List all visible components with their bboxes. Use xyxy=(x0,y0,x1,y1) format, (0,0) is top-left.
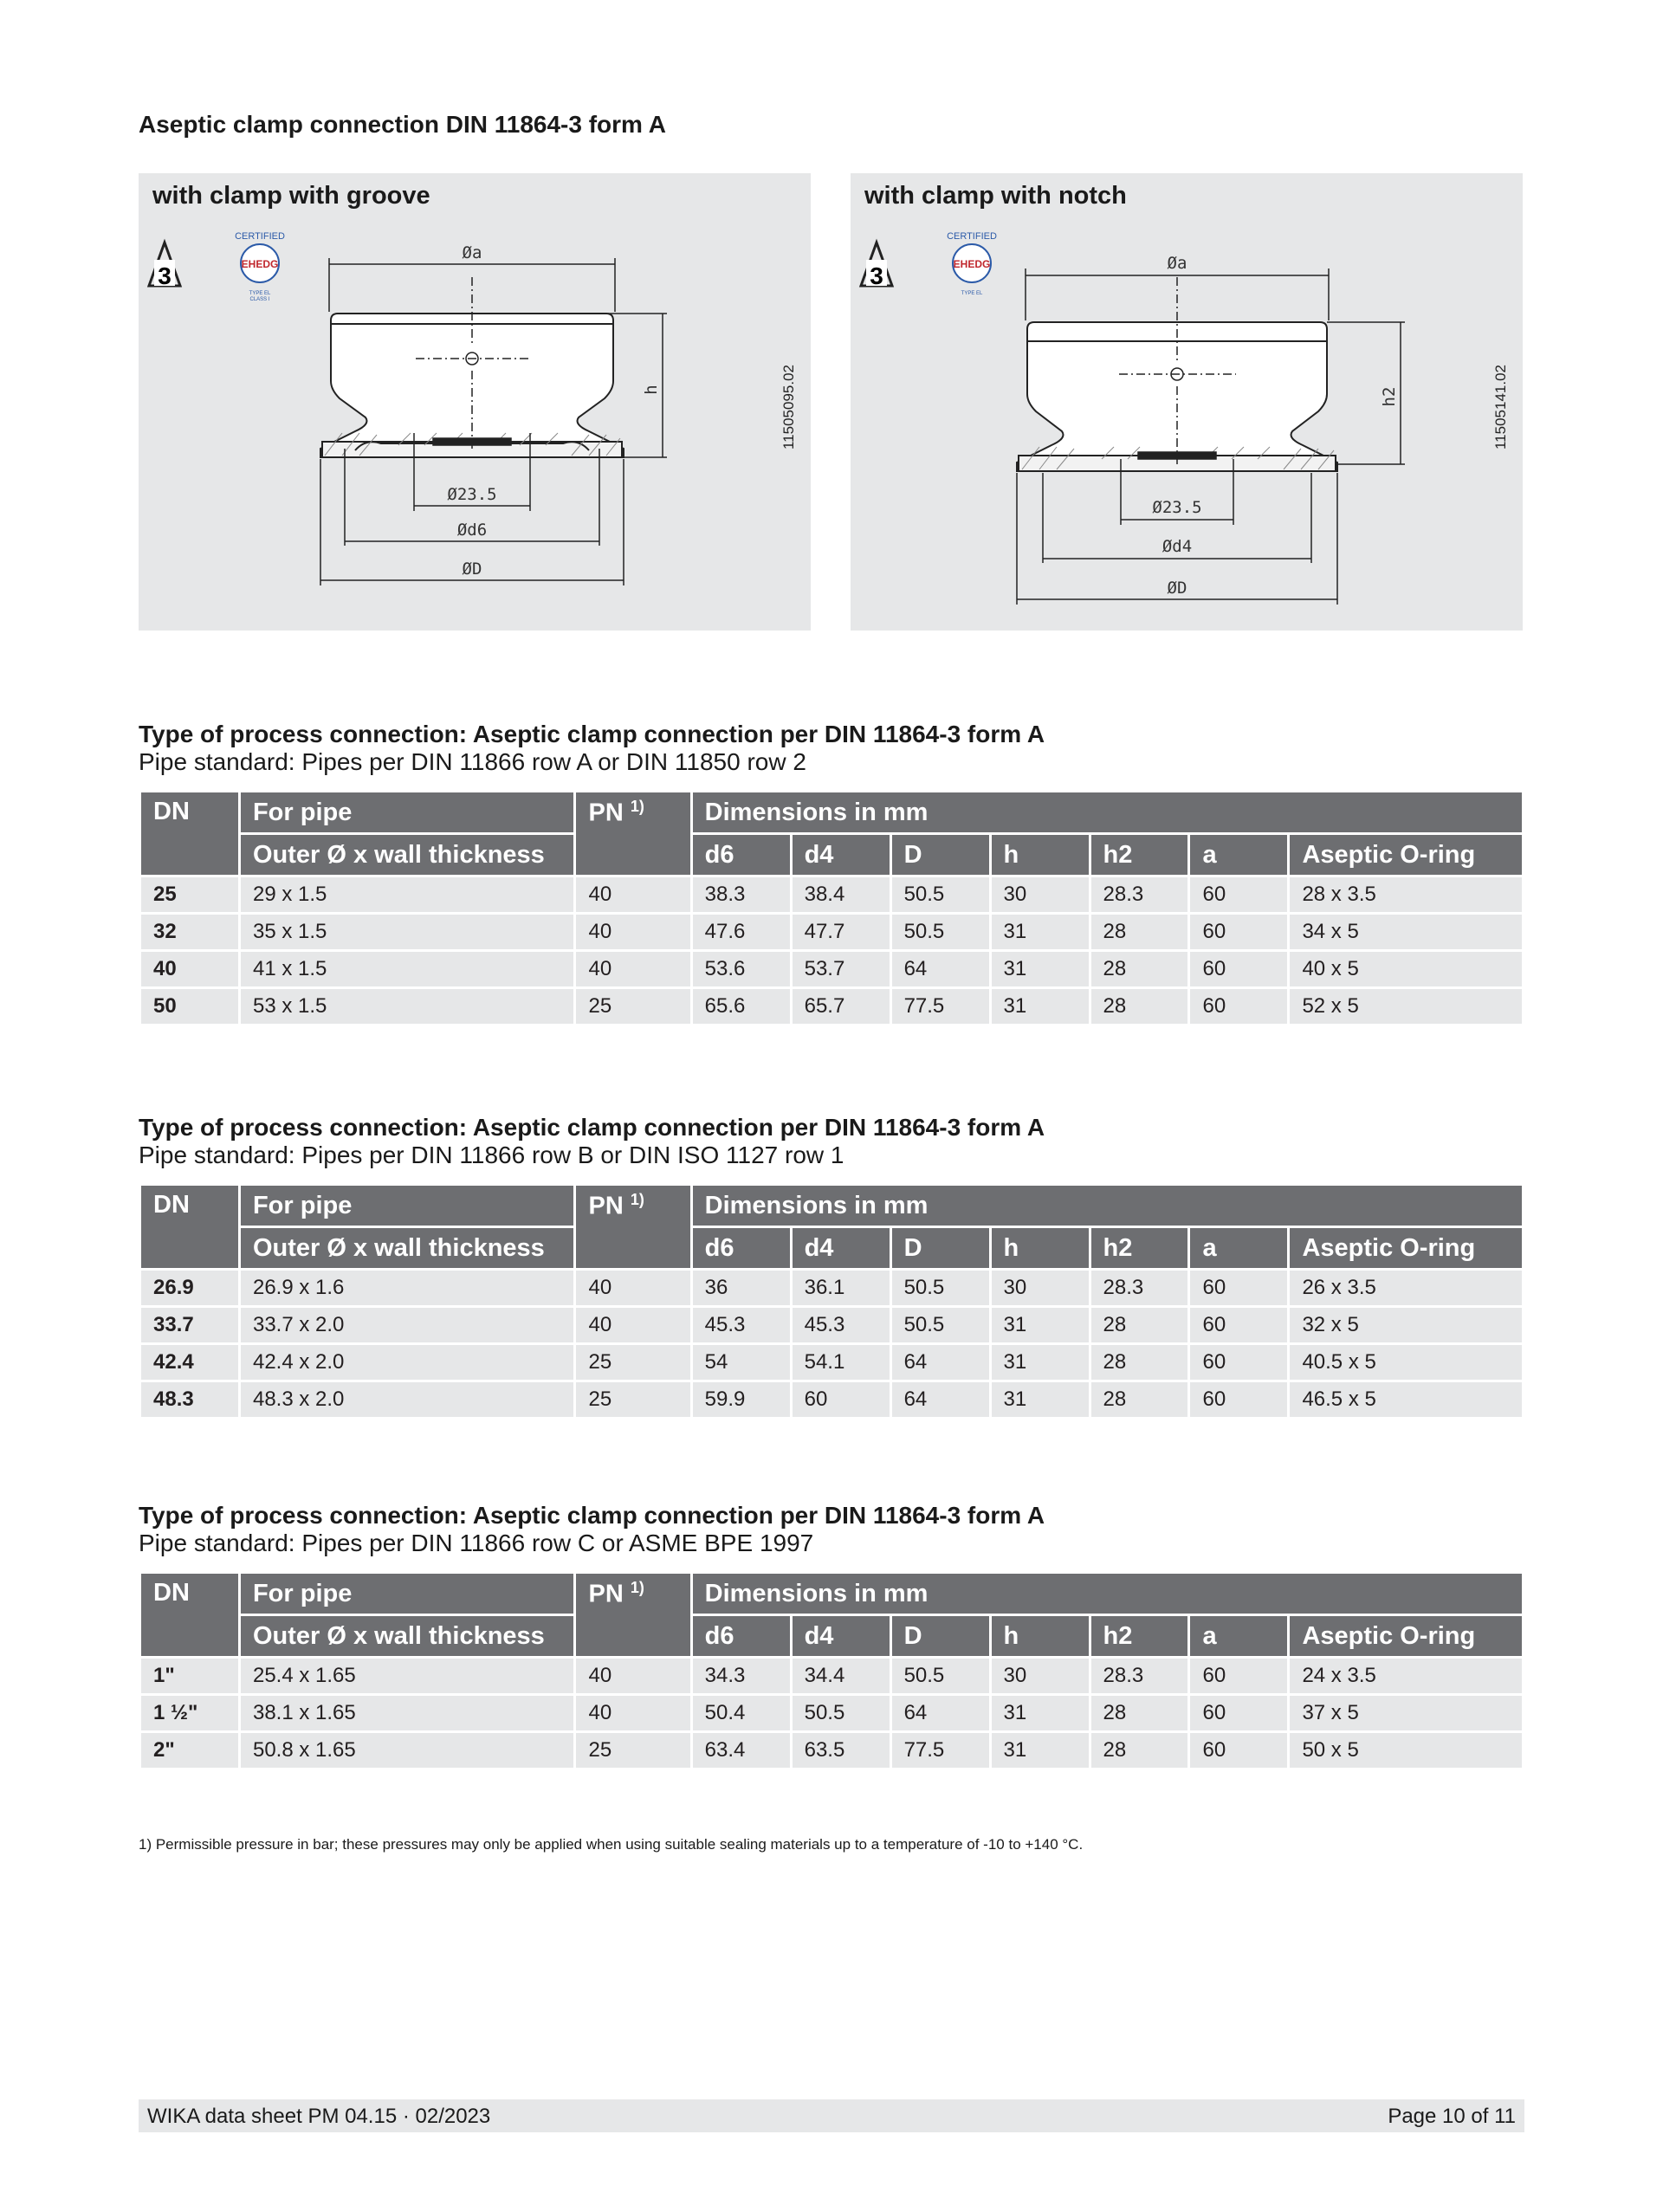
table-cell: 50.5 xyxy=(890,1270,990,1307)
footnote: 1) Permissible pressure in bar; these pressures may only be applied when using suitable sealing materials up to a temperature of -10 to +140 °C. xyxy=(139,1836,1084,1853)
table-cell: 40 xyxy=(575,1695,691,1732)
table-cell: 28.3 xyxy=(1090,1658,1189,1695)
table-cell: 64 xyxy=(890,951,990,988)
svg-text:CLASS I: CLASS I xyxy=(249,297,270,302)
header-dn: DN xyxy=(140,792,240,876)
svg-text:3: 3 xyxy=(158,262,171,289)
dim-a-label: Øa xyxy=(462,243,482,262)
svg-text:TYPE EL: TYPE EL xyxy=(961,291,983,296)
table-cell: 28 xyxy=(1090,1695,1189,1732)
header-pn-label: PN xyxy=(588,1192,624,1220)
table-cell: 25.4 x 1.65 xyxy=(239,1658,575,1695)
footnote-ref: 1) xyxy=(630,1191,644,1208)
table-cell: 47.7 xyxy=(791,914,890,951)
header-h: h xyxy=(990,1227,1090,1270)
table-cell: 77.5 xyxy=(890,1732,990,1769)
table-cell: 38.1 x 1.65 xyxy=(239,1695,575,1732)
header-h2: h2 xyxy=(1090,1615,1189,1658)
table-cell: 47.6 xyxy=(691,914,791,951)
table-row xyxy=(140,1344,1524,1381)
table-row xyxy=(140,1307,1524,1344)
header-pn xyxy=(575,1573,691,1658)
page-heading: Aseptic clamp connection DIN 11864-3 form A xyxy=(139,111,666,138)
header-dimensions: Dimensions in mm xyxy=(691,1573,1523,1615)
section-3-header xyxy=(139,1502,1045,1557)
table-cell: 32 x 5 xyxy=(1289,1307,1524,1344)
table-cell: 34.3 xyxy=(691,1658,791,1695)
table-cell: 28 xyxy=(1090,1381,1189,1419)
table-cell: 77.5 xyxy=(890,988,990,1025)
table-cell: 53.7 xyxy=(791,951,890,988)
table-cell: 38.4 xyxy=(791,876,890,914)
table-cell: 50.5 xyxy=(791,1695,890,1732)
header-outer-diameter: Outer Ø x wall thickness xyxy=(239,1615,575,1658)
figure-title: with clamp with groove xyxy=(152,182,430,210)
table-cell: 40.5 x 5 xyxy=(1289,1344,1524,1381)
table-cell: 50.5 xyxy=(890,914,990,951)
table-cell: 60 xyxy=(1189,1307,1289,1344)
table-cell: 65.7 xyxy=(791,988,890,1025)
table-cell: 28 xyxy=(1090,988,1189,1025)
table-row xyxy=(140,1381,1524,1419)
table-cell: 54 xyxy=(691,1344,791,1381)
header-for-pipe: For pipe xyxy=(239,1185,575,1227)
table-cell: 28 xyxy=(1090,1732,1189,1769)
footnote-ref: 1) xyxy=(630,1579,644,1596)
dim-a-label: Øa xyxy=(1167,254,1187,273)
table-cell: 34.4 xyxy=(791,1658,890,1695)
table-row xyxy=(140,876,1524,914)
header-d: D xyxy=(890,834,990,876)
table-cell: 52 x 5 xyxy=(1289,988,1524,1025)
table-cell: 34 x 5 xyxy=(1289,914,1524,951)
table-cell: 50.8 x 1.65 xyxy=(239,1732,575,1769)
header-d4: d4 xyxy=(791,834,890,876)
table-cell: 25 xyxy=(575,988,691,1025)
table-cell: 40 xyxy=(575,876,691,914)
table-cell: 36.1 xyxy=(791,1270,890,1307)
figure-clamp-groove xyxy=(139,173,811,631)
svg-text:3: 3 xyxy=(870,262,883,289)
header-d6: d6 xyxy=(691,1227,791,1270)
table-cell: 48.3 x 2.0 xyxy=(239,1381,575,1419)
header-a: a xyxy=(1189,1615,1289,1658)
svg-text:CERTIFIED: CERTIFIED xyxy=(235,231,285,242)
svg-text:EHEDG: EHEDG xyxy=(953,258,991,270)
table-cell: 40 xyxy=(575,1658,691,1695)
dimensions-table-row-a xyxy=(139,790,1524,1026)
table-cell: 26.9 x 1.6 xyxy=(239,1270,575,1307)
dimensions-table-row-b xyxy=(139,1183,1524,1420)
dim-inner-label: Ø23.5 xyxy=(1152,498,1202,517)
table-cell: 46.5 x 5 xyxy=(1289,1381,1524,1419)
table-cell: 37 x 5 xyxy=(1289,1695,1524,1732)
drawing-number: 11505141.02 xyxy=(1492,364,1509,450)
header-dn: DN xyxy=(140,1573,240,1658)
header-outer-diameter: Outer Ø x wall thickness xyxy=(239,1227,575,1270)
table-cell: 31 xyxy=(990,1307,1090,1344)
table-cell: 1" xyxy=(140,1658,240,1695)
table-row xyxy=(140,1270,1524,1307)
header-pn-label: PN xyxy=(588,799,624,827)
dimensions-table-row-c xyxy=(139,1571,1524,1770)
dim-h2-label: h2 xyxy=(1380,386,1399,407)
header-dn: DN xyxy=(140,1185,240,1270)
table-cell: 31 xyxy=(990,914,1090,951)
footer-doc-ref: WIKA data sheet PM 04.15 · 02/2023 xyxy=(147,2105,491,2128)
table-row xyxy=(140,1658,1524,1695)
dim-outer-label: ØD xyxy=(1167,579,1187,598)
section-2-header xyxy=(139,1114,1045,1169)
svg-text:EHEDG: EHEDG xyxy=(241,258,279,270)
table-cell: 38.3 xyxy=(691,876,791,914)
table-cell: 64 xyxy=(890,1381,990,1419)
table-cell: 31 xyxy=(990,1732,1090,1769)
dim-bore-label: Ød4 xyxy=(1162,537,1193,556)
table-cell: 29 x 1.5 xyxy=(239,876,575,914)
table-cell: 60 xyxy=(1189,1695,1289,1732)
table-cell: 60 xyxy=(1189,876,1289,914)
table-cell: 40 xyxy=(575,1307,691,1344)
header-a: a xyxy=(1189,1227,1289,1270)
section-subtitle: Pipe standard: Pipes per DIN 11866 row C or ASME BPE 1997 xyxy=(139,1530,814,1556)
dim-outer-label: ØD xyxy=(462,559,482,579)
header-h2: h2 xyxy=(1090,1227,1189,1270)
header-d4: d4 xyxy=(791,1615,890,1658)
table-cell: 50.5 xyxy=(890,1307,990,1344)
ehedg-logo xyxy=(235,231,285,302)
table-cell: 50 xyxy=(140,988,240,1025)
ehedg-logo xyxy=(947,231,997,296)
svg-text:TYPE EL: TYPE EL xyxy=(249,291,271,296)
table-cell: 48.3 xyxy=(140,1381,240,1419)
footer-page-number: Page 10 of 11 xyxy=(1388,2105,1516,2128)
table-row xyxy=(140,1695,1524,1732)
table-cell: 53.6 xyxy=(691,951,791,988)
section-title: Type of process connection: Aseptic clamp connection per DIN 11864-3 form A xyxy=(139,1502,1045,1529)
header-pn xyxy=(575,792,691,876)
table-cell: 25 xyxy=(140,876,240,914)
dim-bore-label: Ød6 xyxy=(456,521,488,540)
header-oring: Aseptic O-ring xyxy=(1289,1615,1524,1658)
header-dimensions: Dimensions in mm xyxy=(691,792,1523,834)
table-cell: 31 xyxy=(990,951,1090,988)
table-cell: 50.5 xyxy=(890,876,990,914)
svg-text:CERTIFIED: CERTIFIED xyxy=(947,231,997,242)
table-cell: 31 xyxy=(990,1344,1090,1381)
header-h: h xyxy=(990,834,1090,876)
3a-logo xyxy=(861,243,892,289)
table-cell: 31 xyxy=(990,1695,1090,1732)
table-cell: 50 x 5 xyxy=(1289,1732,1524,1769)
table-cell: 60 xyxy=(1189,988,1289,1025)
drawing-number: 11505095.02 xyxy=(780,364,797,450)
table-cell: 64 xyxy=(890,1695,990,1732)
table-cell: 53 x 1.5 xyxy=(239,988,575,1025)
table-row xyxy=(140,914,1524,951)
table-cell: 54.1 xyxy=(791,1344,890,1381)
table-row xyxy=(140,988,1524,1025)
header-h2: h2 xyxy=(1090,834,1189,876)
section-title: Type of process connection: Aseptic clamp connection per DIN 11864-3 form A xyxy=(139,721,1045,747)
table-cell: 28 xyxy=(1090,1344,1189,1381)
table-cell: 42.4 x 2.0 xyxy=(239,1344,575,1381)
table-cell: 60 xyxy=(1189,1381,1289,1419)
section-subtitle: Pipe standard: Pipes per DIN 11866 row B or DIN ISO 1127 row 1 xyxy=(139,1142,844,1168)
table-cell: 60 xyxy=(1189,1344,1289,1381)
header-oring: Aseptic O-ring xyxy=(1289,834,1524,876)
table-cell: 60 xyxy=(1189,1658,1289,1695)
table-row xyxy=(140,951,1524,988)
figure-clamp-notch xyxy=(851,173,1523,631)
table-cell: 30 xyxy=(990,876,1090,914)
table-cell: 40 xyxy=(575,1270,691,1307)
table-cell: 30 xyxy=(990,1658,1090,1695)
clamp-groove-drawing xyxy=(139,173,811,631)
table-cell: 31 xyxy=(990,988,1090,1025)
footnote-ref: 1) xyxy=(630,798,644,815)
table-cell: 33.7 xyxy=(140,1307,240,1344)
table-cell: 64 xyxy=(890,1344,990,1381)
table-cell: 28 xyxy=(1090,951,1189,988)
table-cell: 33.7 x 2.0 xyxy=(239,1307,575,1344)
table-cell: 60 xyxy=(1189,1732,1289,1769)
3a-logo xyxy=(149,243,180,289)
table-cell: 26 x 3.5 xyxy=(1289,1270,1524,1307)
header-a: a xyxy=(1189,834,1289,876)
header-d: D xyxy=(890,1227,990,1270)
table-cell: 25 xyxy=(575,1381,691,1419)
table-cell: 1 ½" xyxy=(140,1695,240,1732)
table-cell: 45.3 xyxy=(791,1307,890,1344)
section-1-header xyxy=(139,721,1045,776)
table-row xyxy=(140,1732,1524,1769)
header-h: h xyxy=(990,1615,1090,1658)
header-pn xyxy=(575,1185,691,1270)
table-cell: 32 xyxy=(140,914,240,951)
table-cell: 25 xyxy=(575,1732,691,1769)
table-cell: 41 x 1.5 xyxy=(239,951,575,988)
table-cell: 60 xyxy=(1189,951,1289,988)
table-cell: 28 xyxy=(1090,1307,1189,1344)
section-subtitle: Pipe standard: Pipes per DIN 11866 row A or DIN 11850 row 2 xyxy=(139,748,806,775)
page-footer xyxy=(139,2099,1524,2132)
table-cell: 50.5 xyxy=(890,1658,990,1695)
header-pn-label: PN xyxy=(588,1580,624,1608)
table-cell: 28 xyxy=(1090,914,1189,951)
table-cell: 28 x 3.5 xyxy=(1289,876,1524,914)
section-title: Type of process connection: Aseptic clamp connection per DIN 11864-3 form A xyxy=(139,1114,1045,1141)
table-cell: 25 xyxy=(575,1344,691,1381)
table-cell: 30 xyxy=(990,1270,1090,1307)
table-cell: 59.9 xyxy=(691,1381,791,1419)
table-cell: 24 x 3.5 xyxy=(1289,1658,1524,1695)
header-oring: Aseptic O-ring xyxy=(1289,1227,1524,1270)
table-cell: 40 x 5 xyxy=(1289,951,1524,988)
table-cell: 40 xyxy=(575,951,691,988)
dim-h-label: h xyxy=(642,385,661,395)
table-cell: 65.6 xyxy=(691,988,791,1025)
table-cell: 60 xyxy=(791,1381,890,1419)
table-cell: 63.4 xyxy=(691,1732,791,1769)
header-outer-diameter: Outer Ø x wall thickness xyxy=(239,834,575,876)
table-cell: 42.4 xyxy=(140,1344,240,1381)
table-cell: 36 xyxy=(691,1270,791,1307)
header-d: D xyxy=(890,1615,990,1658)
table-cell: 63.5 xyxy=(791,1732,890,1769)
table-cell: 35 x 1.5 xyxy=(239,914,575,951)
table-cell: 60 xyxy=(1189,914,1289,951)
header-for-pipe: For pipe xyxy=(239,1573,575,1615)
table-cell: 60 xyxy=(1189,1270,1289,1307)
figure-title: with clamp with notch xyxy=(864,182,1127,210)
header-for-pipe: For pipe xyxy=(239,792,575,834)
table-cell: 28.3 xyxy=(1090,876,1189,914)
header-d6: d6 xyxy=(691,1615,791,1658)
header-dimensions: Dimensions in mm xyxy=(691,1185,1523,1227)
table-cell: 40 xyxy=(575,914,691,951)
header-d4: d4 xyxy=(791,1227,890,1270)
clamp-notch-drawing xyxy=(851,173,1523,631)
table-cell: 26.9 xyxy=(140,1270,240,1307)
table-cell: 2" xyxy=(140,1732,240,1769)
table-cell: 31 xyxy=(990,1381,1090,1419)
table-cell: 50.4 xyxy=(691,1695,791,1732)
dim-inner-label: Ø23.5 xyxy=(447,485,497,504)
header-d6: d6 xyxy=(691,834,791,876)
table-cell: 45.3 xyxy=(691,1307,791,1344)
table-cell: 28.3 xyxy=(1090,1270,1189,1307)
table-cell: 40 xyxy=(140,951,240,988)
